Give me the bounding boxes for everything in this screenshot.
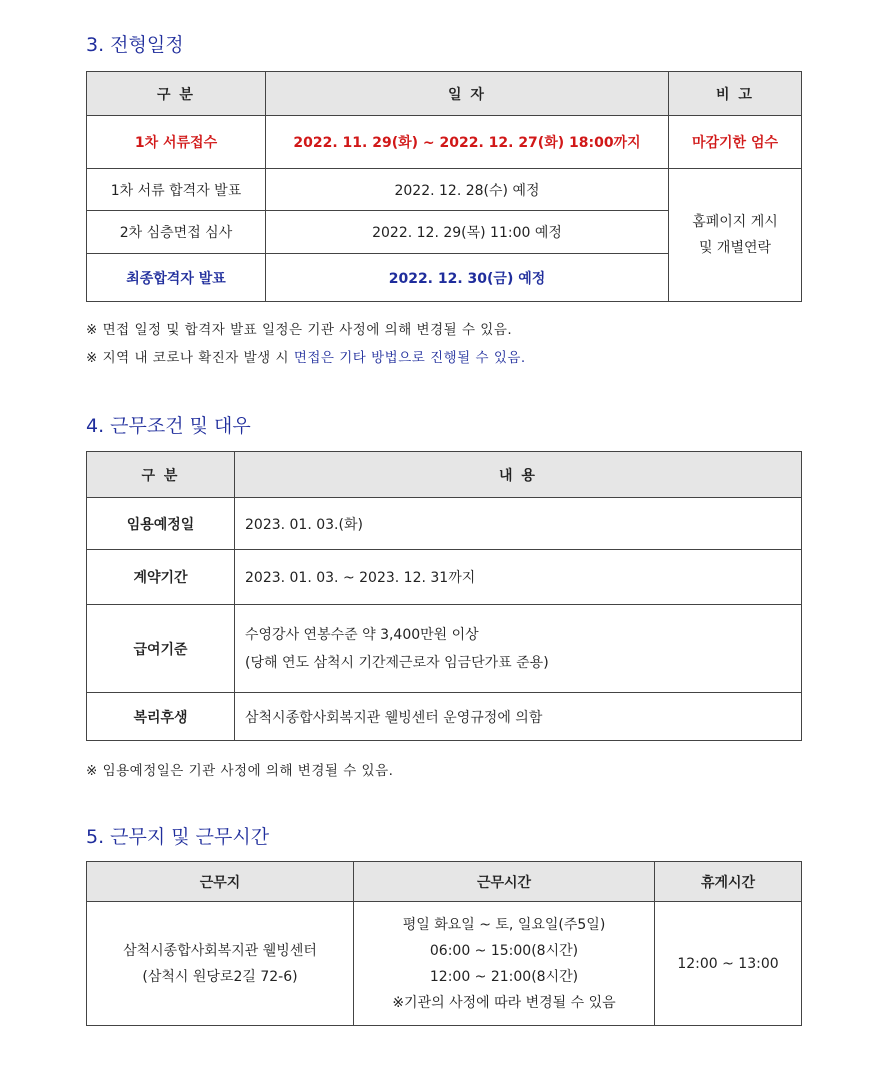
row4-category: 최종합격자 발표 [87, 254, 266, 302]
header-category: 구 분 [87, 452, 235, 498]
hours-line1: 평일 화요일 ~ 토, 일요일(주5일) [402, 916, 606, 933]
row2-date: 2022. 12. 28(수) 예정 [266, 169, 669, 211]
salary-label: 급여기준 [87, 605, 235, 693]
workplace-table [86, 861, 802, 1026]
section3-note2-highlight: 면접은 기타 방법으로 진행될 수 있음. [293, 350, 526, 366]
section4-title: 4. 근무조건 및 대우 [86, 415, 251, 437]
header-workplace: 근무지 [87, 862, 354, 902]
header-break: 휴게시간 [655, 862, 802, 902]
section4-note: ※ 임용예정일은 기관 사정에 의해 변경될 수 있음. [86, 763, 394, 779]
row1-note: 마감기한 엄수 [669, 116, 802, 169]
start-date-label: 임용예정일 [87, 498, 235, 550]
table-row [87, 169, 802, 211]
section3-title: 3. 전형일정 [86, 34, 184, 56]
contract-period-value: 2023. 01. 03. ~ 2023. 12. 31까지 [235, 550, 802, 605]
schedule-table [86, 71, 802, 302]
table-row [87, 550, 802, 605]
row2-category: 1차 서류 합격자 발표 [87, 169, 266, 211]
merged-note-line1: 홈페이지 게시 [692, 214, 778, 230]
table-row [87, 693, 802, 741]
header-category: 구 분 [87, 72, 266, 116]
workplace-line2: (삼척시 원당로2길 72-6) [142, 968, 298, 985]
row1-category: 1차 서류접수 [87, 116, 266, 169]
hours-cell [354, 902, 655, 1026]
merged-note-line2: 및 개별연락 [698, 240, 772, 256]
hours-line3: 12:00 ~ 21:00(8시간) [429, 968, 579, 985]
row4-date: 2022. 12. 30(금) 예정 [266, 254, 669, 302]
row1-date: 2022. 11. 29(화) ~ 2022. 12. 27(화) 18:00까지 [266, 116, 669, 169]
row3-category: 2차 심층면접 심사 [87, 211, 266, 254]
table-row [87, 498, 802, 550]
merged-note-cell [669, 169, 802, 302]
start-date-value: 2023. 01. 03.(화) [235, 498, 802, 550]
table-row [87, 605, 802, 693]
header-note: 비 고 [669, 72, 802, 116]
workplace-line1: 삼척시종합사회복지관 웰빙센터 [123, 942, 317, 959]
salary-value [235, 605, 802, 693]
table-row [87, 116, 802, 169]
header-hours: 근무시간 [354, 862, 655, 902]
section3-note2 [86, 346, 526, 366]
section3-note2-prefix: ※ 지역 내 코로나 확진자 발생 시 [86, 350, 294, 366]
salary-line1: 수영강사 연봉수준 약 3,400만원 이상 [245, 626, 479, 643]
welfare-value: 삼척시종합사회복지관 웰빙센터 운영규정에 의함 [235, 693, 802, 741]
hours-line4: ※기관의 사정에 따라 변경될 수 있음 [392, 994, 616, 1011]
section5-title: 5. 근무지 및 근무시간 [86, 826, 270, 848]
section3-note1: ※ 면접 일정 및 합격자 발표 일정은 기관 사정에 의해 변경될 수 있음. [86, 322, 513, 338]
break-cell: 12:00 ~ 13:00 [655, 902, 802, 1026]
hours-line2: 06:00 ~ 15:00(8시간) [429, 942, 579, 959]
welfare-label: 복리후생 [87, 693, 235, 741]
conditions-table [86, 451, 802, 741]
header-date: 일 자 [266, 72, 669, 116]
workplace-cell [87, 902, 354, 1026]
row3-date: 2022. 12. 29(목) 11:00 예정 [266, 211, 669, 254]
contract-period-label: 계약기간 [87, 550, 235, 605]
header-content: 내 용 [235, 452, 802, 498]
salary-line2: (당해 연도 삼척시 기간제근로자 임금단가표 준용) [245, 654, 549, 671]
table-row [87, 902, 802, 1026]
